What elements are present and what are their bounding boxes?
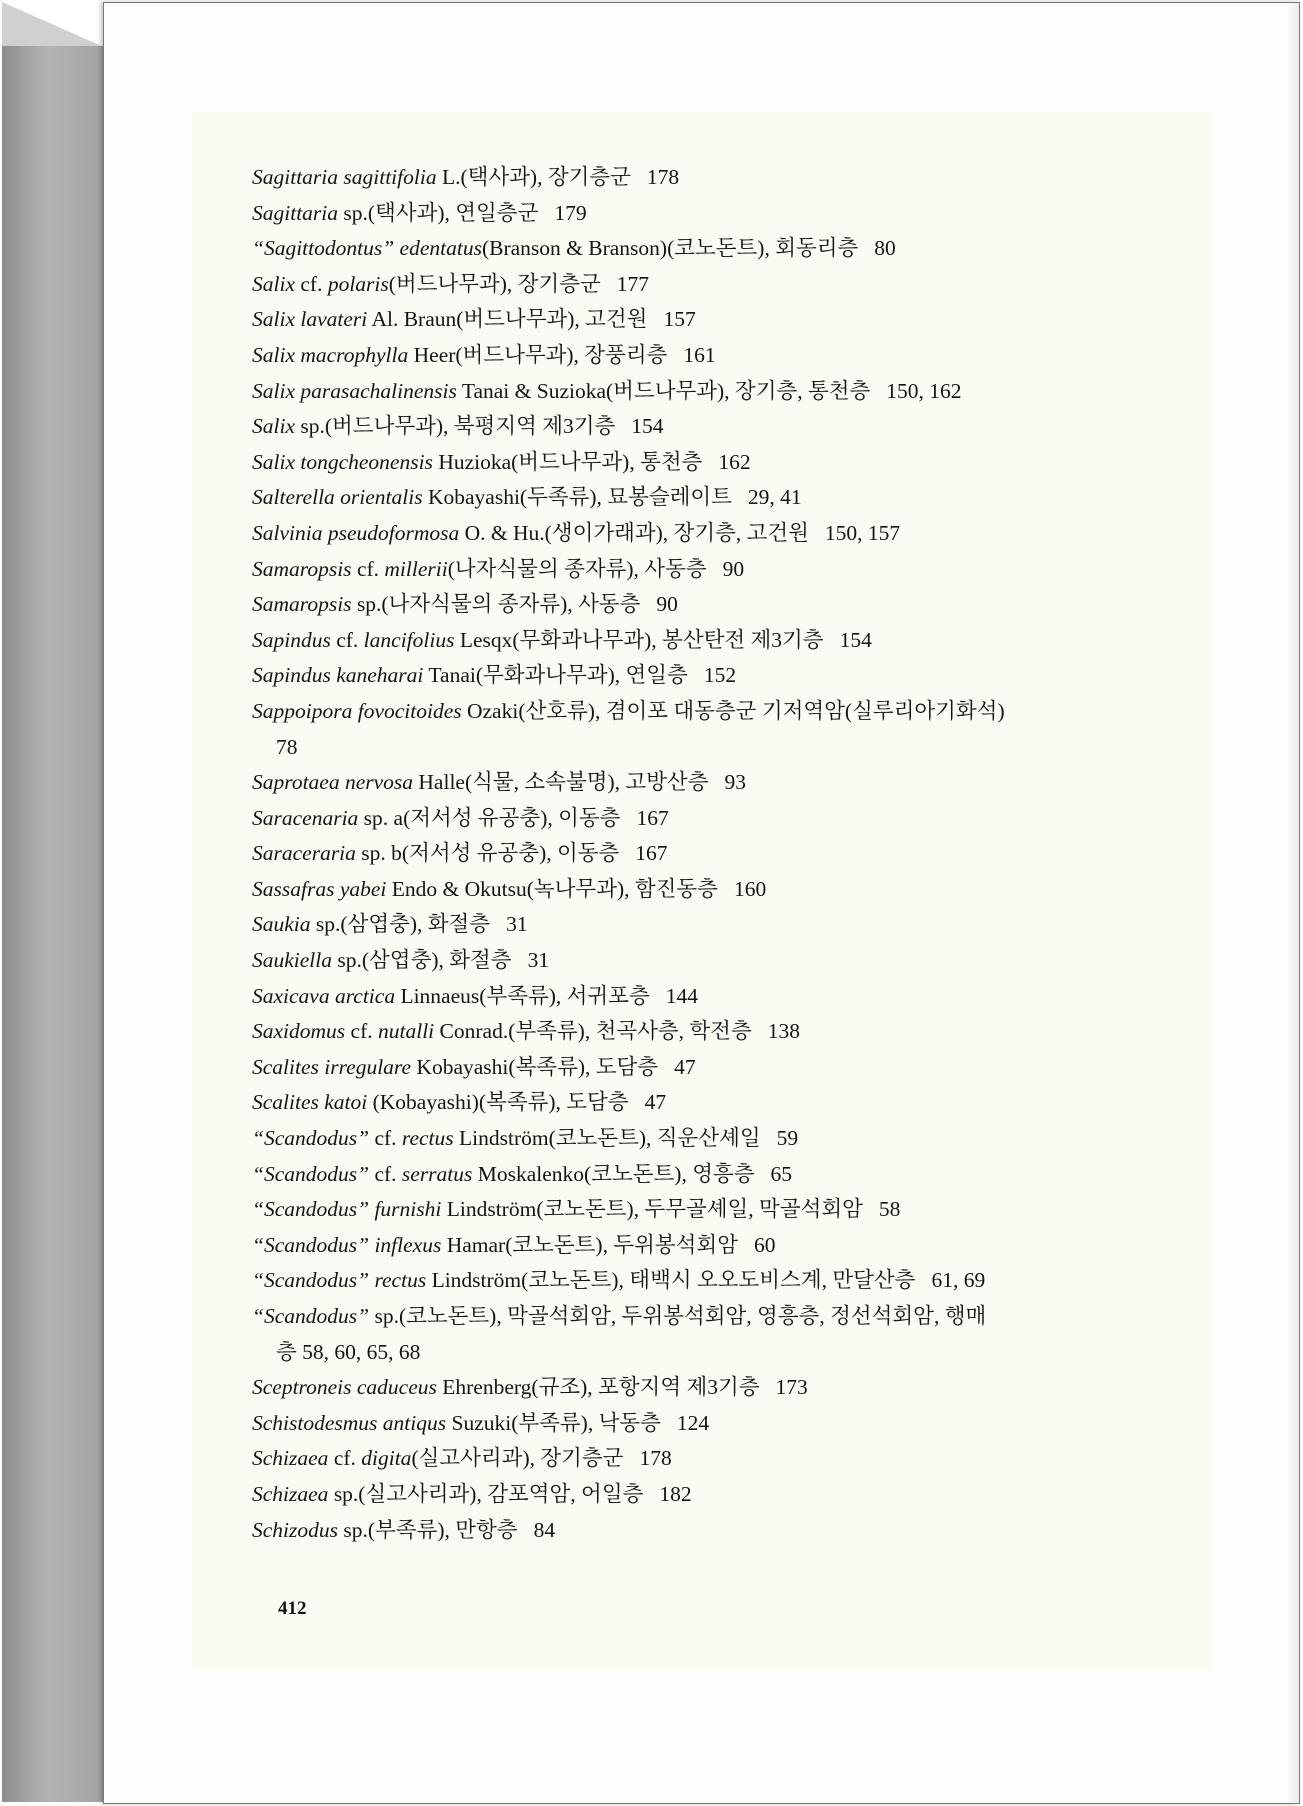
entry-continuation: 층 58, 60, 65, 68: [276, 1339, 421, 1364]
page-references: 29, 41: [747, 485, 802, 510]
scientific-name: Salix parasachalinensis: [252, 378, 457, 403]
index-entry: [252, 1263, 1152, 1299]
entry-description: sp.(코노돈트), 막골석회암, 두위봉석회암, 영흥층, 정선석회암, 행매: [369, 1304, 987, 1328]
entry-description: cf.: [330, 627, 364, 652]
index-entry: [252, 765, 1152, 801]
index-entry: [252, 694, 1152, 765]
index-entry: [252, 1370, 1152, 1406]
page-references: 90: [656, 592, 678, 617]
entry-description: Huzioka(버드나무과), 통천층: [432, 449, 703, 474]
index-entry: [252, 445, 1152, 481]
index-entry: [252, 1050, 1152, 1086]
page-references: 31: [506, 912, 528, 937]
entry-description-continued: Lindström(코노돈트), 직운산셰일: [453, 1126, 761, 1151]
scientific-epithet: lancifolius: [363, 627, 455, 652]
index-entry: [252, 872, 1152, 908]
scientific-name: Sappoipora fovocitoides: [252, 698, 462, 723]
page-references: 154: [631, 414, 664, 439]
entry-description: cf.: [369, 1161, 402, 1186]
entry-description: sp.(나자식물의 종자류), 사동층: [351, 592, 641, 617]
page-references: 31: [527, 948, 550, 973]
scientific-name: Salix lavateri: [252, 307, 368, 332]
page-references: 84: [533, 1517, 556, 1542]
page-references: 93: [724, 770, 746, 795]
entry-description: Linnaeus(부족류), 서귀포층: [395, 983, 650, 1008]
entry-description: (Kobayashi)(복족류), 도담층: [367, 1090, 629, 1115]
index-entry: [252, 231, 1152, 267]
index-entry: [252, 374, 1152, 410]
entry-description: sp.(삼엽충), 화절층: [310, 912, 491, 937]
index-entry: [252, 480, 1152, 516]
index-entry: [252, 1477, 1152, 1513]
index-entry: [252, 1014, 1152, 1050]
entry-description: Hamar(코노돈트), 두위봉석회암: [441, 1232, 738, 1257]
scientific-name: Sagittaria: [252, 200, 339, 225]
scientific-name: “Scandodus” rectus: [252, 1268, 427, 1293]
index-entry: [252, 1406, 1152, 1442]
entry-description: cf.: [328, 1446, 362, 1471]
scientific-name: Sassafras yabei: [252, 876, 387, 901]
scientific-name: Saxidomus: [252, 1019, 346, 1044]
entry-description: Lindström(코노돈트), 태백시 오오도비스계, 만달산층: [426, 1268, 916, 1293]
index-entry: [252, 1228, 1152, 1264]
scientific-name: Sceptroneis caduceus: [252, 1375, 437, 1400]
entry-description: Ehrenberg(규조), 포항지역 제3기층: [436, 1375, 760, 1400]
entry-description: sp.(부족류), 만항층: [338, 1517, 518, 1542]
index-entry: [252, 516, 1152, 552]
page-references: 182: [659, 1481, 692, 1506]
index-entry: [252, 587, 1152, 623]
scientific-name: Saxicava arctica: [252, 983, 396, 1008]
entry-description: Ozaki(산호류), 겸이포 대동층군 기저역암(실루리아기화석): [461, 698, 1005, 723]
entry-description-continued: (버드나무과), 장기층군: [388, 271, 601, 296]
index-entry: [252, 801, 1152, 837]
entry-continuation: 78: [276, 734, 298, 759]
page-references: 152: [703, 663, 737, 688]
scientific-name: “Scandodus”: [252, 1161, 370, 1186]
page-references: 157: [663, 307, 696, 332]
page-references: 90: [722, 556, 745, 581]
entry-description-continued: (실고사리과), 장기층군: [411, 1446, 624, 1471]
entry-description: cf.: [369, 1126, 402, 1151]
entry-description: Lindström(코노돈트), 두무골셰일, 막골석회암: [441, 1197, 863, 1222]
entry-description: Suzuki(부족류), 낙동층: [446, 1410, 661, 1435]
scientific-name: Salix: [252, 271, 295, 296]
index-entry: [252, 836, 1152, 872]
page-references: 58: [878, 1197, 901, 1222]
index-entry: [252, 658, 1152, 694]
entry-description: sp.(택사과), 연일층군: [338, 200, 539, 225]
entry-description: sp. a(저서성 유공충), 이동층: [358, 805, 621, 830]
entry-description: Tanai(무화과나무과), 연일층: [423, 663, 688, 688]
scientific-name: Salterella orientalis: [252, 485, 423, 510]
entry-description: Heer(버드나무과), 장풍리층: [408, 342, 668, 367]
entry-description: sp.(버드나무과), 북평지역 제3기층: [295, 414, 616, 439]
page-references: 138: [767, 1019, 800, 1044]
entry-description: sp.(삼엽충), 화절층: [332, 948, 512, 973]
page-references: 162: [718, 449, 751, 474]
scientific-name: Scalites irregulare: [252, 1054, 412, 1079]
scientific-name: Samaropsis: [252, 556, 352, 581]
page-references: 47: [644, 1090, 667, 1115]
scientific-epithet: nutalli: [378, 1019, 435, 1044]
page-references: 144: [665, 983, 698, 1008]
scientific-epithet: serratus: [401, 1161, 473, 1186]
scientific-name: Salvinia pseudoformosa: [252, 520, 460, 545]
entry-description-continued: (나자식물의 종자류), 사동층: [447, 556, 707, 581]
page-references: 60: [753, 1232, 776, 1257]
entry-description: cf.: [295, 271, 328, 296]
page-references: 173: [775, 1375, 808, 1400]
page-references: 179: [554, 200, 587, 225]
scientific-name: “Sagittodontus” edentatus: [252, 236, 482, 261]
scientific-name: “Scandodus” furnishi: [252, 1197, 442, 1222]
entry-description: sp.(실고사리과), 감포역암, 어일층: [328, 1481, 644, 1506]
entry-description: Kobayashi(복족류), 도담층: [411, 1054, 659, 1079]
page-references: 167: [636, 805, 669, 830]
scientific-epithet: digita: [361, 1446, 412, 1471]
scientific-name: Samaropsis: [252, 592, 352, 617]
entry-description: sp. b(저서성 유공충), 이동층: [355, 841, 620, 866]
page-references: 65: [770, 1161, 793, 1186]
scientific-name: Schizaea: [252, 1446, 329, 1471]
scientific-name: Salix: [252, 414, 295, 439]
entry-description: Halle(식물, 소속불명), 고방산층: [413, 770, 709, 795]
page-references: 47: [674, 1054, 696, 1079]
entry-description: Endo & Okutsu(녹나무과), 함진동층: [386, 876, 718, 901]
scientific-name: Schizaea: [252, 1481, 329, 1506]
page-number: 412: [278, 1598, 307, 1619]
index-entry: [252, 907, 1152, 943]
index-entry: [252, 943, 1152, 979]
entry-description-continued: Moskalenko(코노돈트), 영흥층: [472, 1161, 755, 1186]
index-entry-list: [252, 160, 1152, 1548]
index-entry: [252, 267, 1152, 303]
book-spine-top: [2, 2, 106, 48]
scientific-name: Saracenaria: [252, 805, 359, 830]
page-references: 160: [733, 876, 767, 901]
scientific-name: Salix tongcheonensis: [252, 449, 433, 474]
scientific-name: Schistodesmus antiqus: [252, 1410, 447, 1435]
entry-description: cf.: [351, 556, 385, 581]
entry-description: O. & Hu.(생이가래과), 장기층, 고건원: [459, 520, 809, 545]
index-entry: [252, 1085, 1152, 1121]
page-references: 154: [839, 627, 872, 652]
page-references: 80: [874, 236, 896, 261]
page-references: 167: [635, 841, 668, 866]
index-entry: [252, 623, 1152, 659]
scientific-epithet: rectus: [401, 1126, 454, 1151]
page-references: 177: [616, 271, 650, 296]
entry-description-continued: Lesqx(무화과나무과), 봉산탄전 제3기층: [454, 627, 824, 652]
index-entry: [252, 1441, 1152, 1477]
index-entry: [252, 1513, 1152, 1549]
scientific-name: Saraceraria: [252, 841, 356, 866]
scientific-name: “Scandodus” inflexus: [252, 1232, 442, 1257]
page-references: 150, 157: [824, 520, 901, 545]
entry-description: cf.: [345, 1019, 378, 1044]
scientific-name: “Scandodus”: [252, 1126, 370, 1151]
scientific-name: Schizodus: [252, 1517, 338, 1542]
index-entry: [252, 160, 1152, 196]
scientific-name: Sapindus kaneharai: [252, 663, 424, 688]
page-references: 61, 69: [931, 1268, 986, 1293]
scientific-name: Saprotaea nervosa: [252, 770, 414, 795]
scientific-name: Saukia: [252, 912, 311, 937]
index-entry: [252, 302, 1152, 338]
scientific-epithet: millerii: [384, 556, 448, 581]
page-references: 150, 162: [886, 378, 962, 403]
scientific-name: Scalites katoi: [252, 1090, 368, 1115]
index-entry: [252, 196, 1152, 232]
page-references: 59: [776, 1126, 799, 1151]
page-edge: [1285, 3, 1299, 1803]
book-spine: [2, 46, 107, 1802]
scientific-name: “Scandodus”: [252, 1304, 370, 1328]
scientific-epithet: polaris: [327, 271, 389, 296]
scientific-name: Sapindus: [252, 627, 331, 652]
entry-description: (Branson & Branson)(코노돈트), 회동리층: [481, 236, 859, 261]
index-entry: [252, 1157, 1152, 1193]
scientific-name: Sagittaria sagittifolia: [252, 165, 437, 189]
entry-description: Kobayashi(두족류), 묘봉슬레이트: [422, 485, 732, 510]
index-entry: [252, 1299, 1152, 1370]
scientific-name: Saukiella: [252, 948, 333, 973]
entry-description-continued: Conrad.(부족류), 천곡사층, 학전층: [434, 1019, 752, 1044]
page-references: 178: [646, 165, 680, 189]
page-references: 161: [683, 342, 716, 367]
scientific-name: Salix macrophylla: [252, 342, 409, 367]
index-entry: [252, 409, 1152, 445]
index-entry: [252, 1121, 1152, 1157]
index-entry: [252, 1192, 1152, 1228]
entry-description: Al. Braun(버드나무과), 고건원: [367, 307, 648, 332]
entry-description: L.(택사과), 장기층군: [436, 165, 631, 189]
entry-description: Tanai & Suzioka(버드나무과), 장기층, 통천층: [456, 378, 871, 403]
index-entry: [252, 979, 1152, 1015]
page-references: 124: [676, 1410, 710, 1435]
index-entry: [252, 552, 1152, 588]
page-references: 178: [639, 1446, 672, 1471]
index-entry: [252, 338, 1152, 374]
